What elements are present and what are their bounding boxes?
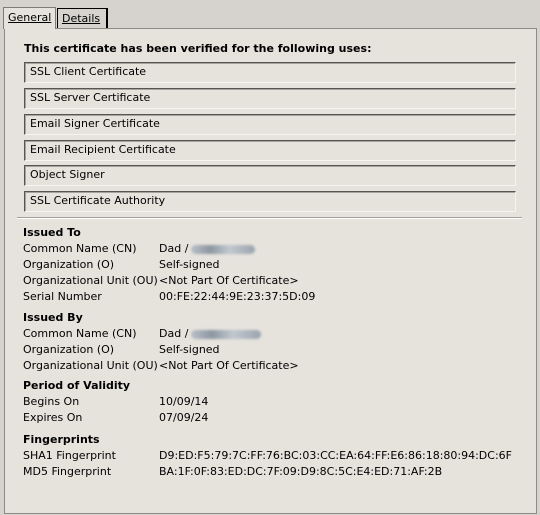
- redacted-blur: [191, 245, 255, 254]
- issued-by-cn-value: [159, 327, 261, 340]
- serial-label: Serial Number: [23, 290, 102, 303]
- issued-by-cn-text: Dad /: [159, 327, 189, 340]
- issued-to-title: Issued To: [23, 226, 81, 239]
- issued-by-org-label: Organization (O): [23, 343, 115, 356]
- general-panel: [4, 28, 537, 514]
- issued-by-ou-value: <Not Part Of Certificate>: [159, 359, 299, 372]
- issued-to-cn-text: Dad /: [159, 242, 189, 255]
- validity-title: Period of Validity: [23, 379, 131, 392]
- issued-by-org-value: Self-signed: [159, 343, 220, 356]
- md5-label: MD5 Fingerprint: [23, 465, 112, 478]
- issued-to-cn-value: [159, 242, 255, 255]
- uses-title: This certificate has been verified for the following uses:: [24, 42, 372, 55]
- tab-general-label: General: [8, 11, 52, 24]
- use-object-signer: Object Signer: [24, 165, 516, 186]
- use-ssl-server: SSL Server Certificate: [24, 88, 516, 109]
- issued-to-ou-value: <Not Part Of Certificate>: [159, 274, 299, 287]
- use-ssl-client: SSL Client Certificate: [24, 62, 516, 83]
- tab-general[interactable]: [3, 7, 56, 29]
- issued-by-title: Issued By: [23, 311, 83, 324]
- begins-value: 10/09/14: [159, 395, 209, 408]
- divider: [17, 217, 522, 219]
- issued-to-cn-label: Common Name (CN): [23, 242, 137, 255]
- sha1-value: D9:ED:F5:79:7C:FF:76:BC:03:CC:EA:64:FF:E6:86:18:80:94:DC:6F: [159, 449, 512, 462]
- use-ssl-ca: SSL Certificate Authority: [24, 191, 516, 212]
- issued-to-org-value: Self-signed: [159, 258, 220, 271]
- issued-to-org-label: Organization (O): [23, 258, 115, 271]
- issued-by-cn-label: Common Name (CN): [23, 327, 137, 340]
- serial-value: 00:FE:22:44:9E:23:37:5D:09: [159, 290, 316, 303]
- issued-by-ou-label: Organizational Unit (OU): [23, 359, 158, 372]
- tab-details[interactable]: [57, 8, 108, 28]
- use-email-recipient: Email Recipient Certificate: [24, 140, 516, 161]
- fingerprints-title: Fingerprints: [23, 433, 100, 446]
- sha1-label: SHA1 Fingerprint: [23, 449, 116, 462]
- md5-value: BA:1F:0F:83:ED:DC:7F:09:D9:8C:5C:E4:ED:71:AF:2B: [159, 465, 443, 478]
- expires-label: Expires On: [23, 411, 83, 424]
- expires-value: 07/09/24: [159, 411, 209, 424]
- begins-label: Begins On: [23, 395, 80, 408]
- issued-to-ou-label: Organizational Unit (OU): [23, 274, 158, 287]
- redacted-blur: [191, 330, 261, 339]
- tab-details-label: Details: [62, 12, 101, 25]
- use-email-signer: Email Signer Certificate: [24, 114, 516, 135]
